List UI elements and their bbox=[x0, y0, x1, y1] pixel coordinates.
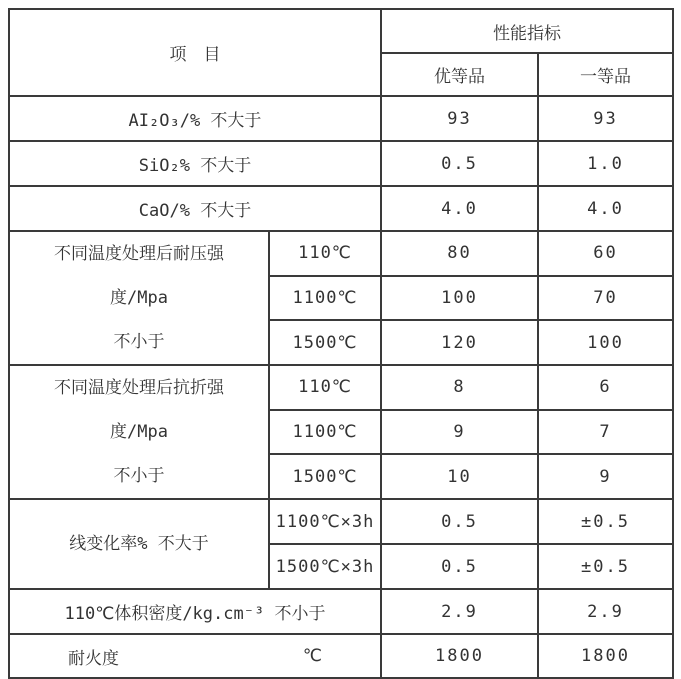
header-col-premium: 优等品 bbox=[381, 53, 538, 96]
compressive-temp-110: 110℃ bbox=[269, 231, 381, 276]
table-row bbox=[9, 589, 673, 634]
row-cao-label: CaO/% 不大于 bbox=[9, 186, 381, 231]
compressive-1500-first: 100 bbox=[538, 320, 673, 365]
header-col-first: 一等品 bbox=[538, 53, 673, 96]
table-row bbox=[9, 141, 673, 186]
row-density-premium-value: 2.9 bbox=[381, 589, 538, 634]
flexural-110-first: 6 bbox=[538, 365, 673, 410]
group-compressive-line1: 不同温度处理后耐压强 bbox=[54, 244, 224, 264]
flexural-temp-110: 110℃ bbox=[269, 365, 381, 410]
flexural-110-premium: 8 bbox=[381, 365, 538, 410]
compressive-1500-premium: 120 bbox=[381, 320, 538, 365]
flexural-1500-first: 9 bbox=[538, 454, 673, 499]
row-al2o3-label: AI₂O₃/% 不大于 bbox=[9, 96, 381, 141]
group-linear-change-line1: 线变化率% 不大于 bbox=[69, 534, 209, 554]
row-density-first-value: 2.9 bbox=[538, 589, 673, 634]
compressive-temp-1100: 1100℃ bbox=[269, 276, 381, 321]
compressive-1100-first: 70 bbox=[538, 276, 673, 321]
table-row bbox=[9, 231, 673, 276]
flexural-1100-premium: 9 bbox=[381, 410, 538, 455]
compressive-temp-1500: 1500℃ bbox=[269, 320, 381, 365]
table-row bbox=[9, 96, 673, 141]
row-sio2-premium-value: 0.5 bbox=[381, 141, 538, 186]
compressive-110-premium: 80 bbox=[381, 231, 538, 276]
flexural-1500-premium: 10 bbox=[381, 454, 538, 499]
row-sio2-first-value: 1.0 bbox=[538, 141, 673, 186]
row-cao-first-value: 4.0 bbox=[538, 186, 673, 231]
group-flexural-label bbox=[9, 365, 269, 499]
group-flexural-line3: 不小于 bbox=[113, 466, 165, 486]
linear-change-cond-1500x3h: 1500℃×3h bbox=[269, 544, 381, 589]
linear-change-1100-premium: 0.5 bbox=[381, 499, 538, 544]
linear-change-cond-1100x3h: 1100℃×3h bbox=[269, 499, 381, 544]
linear-change-1500-first: ±0.5 bbox=[538, 544, 673, 589]
row-al2o3-premium-value: 93 bbox=[381, 96, 538, 141]
row-cao-premium-value: 4.0 bbox=[381, 186, 538, 231]
flexural-temp-1500: 1500℃ bbox=[269, 454, 381, 499]
group-compressive-line2: 度/Mpa bbox=[110, 288, 168, 308]
performance-spec-table bbox=[8, 8, 674, 679]
group-linear-change-label bbox=[9, 499, 269, 589]
row-refractoriness-premium-value: 1800 bbox=[381, 634, 538, 678]
flexural-1100-first: 7 bbox=[538, 410, 673, 455]
row-refractoriness-first-value: 1800 bbox=[538, 634, 673, 678]
header-item-cell: 项 目 bbox=[9, 9, 381, 96]
row-al2o3-first-value: 93 bbox=[538, 96, 673, 141]
group-compressive-label bbox=[9, 231, 269, 365]
group-flexural-line1: 不同温度处理后抗折强 bbox=[54, 378, 224, 398]
table-row bbox=[9, 499, 673, 544]
linear-change-1500-premium: 0.5 bbox=[381, 544, 538, 589]
group-flexural-line2: 度/Mpa bbox=[110, 422, 168, 442]
table-row bbox=[9, 186, 673, 231]
table-row bbox=[9, 634, 673, 678]
row-sio2-label: SiO₂% 不大于 bbox=[9, 141, 381, 186]
flexural-temp-1100: 1100℃ bbox=[269, 410, 381, 455]
header-performance-cell: 性能指标 bbox=[381, 9, 673, 53]
compressive-110-first: 60 bbox=[538, 231, 673, 276]
row-refractoriness-unit: ℃ bbox=[302, 646, 322, 666]
row-refractoriness-label: 耐火度 bbox=[68, 648, 119, 669]
compressive-1100-premium: 100 bbox=[381, 276, 538, 321]
linear-change-1100-first: ±0.5 bbox=[538, 499, 673, 544]
row-density-label: 110℃体积密度/kg.cm⁻³ 不小于 bbox=[9, 589, 381, 634]
row-refractoriness-cell bbox=[9, 634, 381, 678]
group-compressive-line3: 不小于 bbox=[113, 332, 165, 352]
table-row bbox=[9, 365, 673, 410]
